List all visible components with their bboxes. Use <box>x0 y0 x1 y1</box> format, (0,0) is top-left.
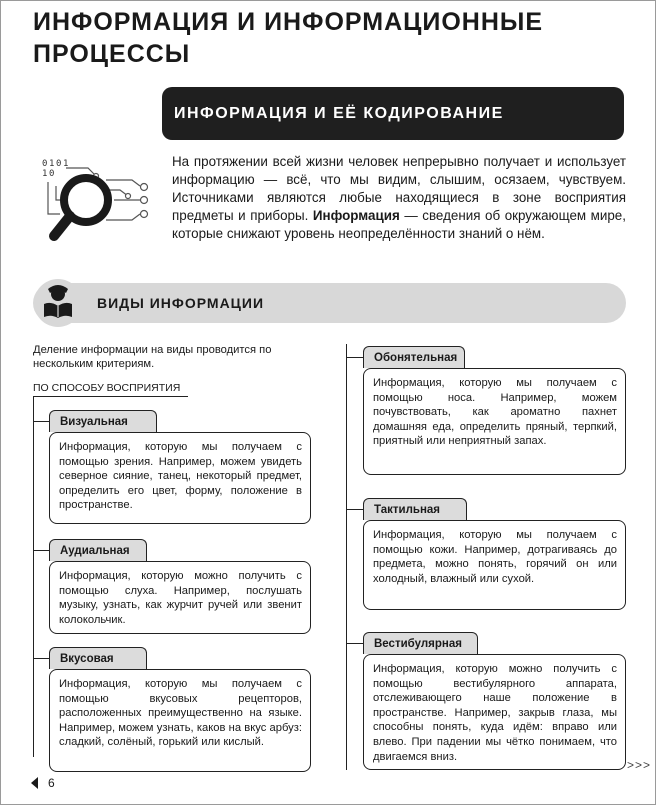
connector <box>346 509 363 510</box>
next-page-mark: >>> <box>627 758 652 772</box>
criterion-label: ПО СПОСОБУ ВОСПРИЯТИЯ <box>33 381 188 397</box>
card-vestibular: Информация, которую можно получить с помощью вестибулярного аппарата, отслеживающего наше положение в пространстве. Например, закрыв глаза, мы способны понять, куда идём: вправо или влево. При падении мы чётко понимаем, что двигаемся вниз. <box>363 654 626 770</box>
connector <box>346 357 363 358</box>
main-title: ИНФОРМАЦИЯ И ИНФОРМАЦИОННЫЕ ПРОЦЕССЫ <box>33 8 544 68</box>
card-visual: Информация, которую мы получаем с помощью зрения. Например, можем увидеть северное сияние, танец, некоторый предмет, определить его цвет, форму, положение в пространстве. <box>49 432 311 524</box>
card-audio: Информация, которую можно получить с помощью слуха. Например, послушать музыку, узнать, как журчит ручей или звенит колокольчик. <box>49 561 311 634</box>
magnifier-circuit-icon <box>36 156 156 256</box>
tab-smell: Обонятельная <box>363 346 465 368</box>
icon-bit: 0 <box>42 159 48 169</box>
tab-taste: Вкусовая <box>49 647 147 669</box>
card-taste: Информация, которую мы получаем с помощью вкусовых рецепторов, расположенных преимущественно на языке. Например, можем узнать, каков на вкус арбуз: сладкий, солёный, горький или кислый. <box>49 669 311 772</box>
connector <box>33 550 49 551</box>
connector <box>346 643 363 644</box>
icon-bit: 0 <box>49 169 55 179</box>
tab-audio: Аудиальная <box>49 539 147 561</box>
connector <box>33 658 49 659</box>
intro-text-part2: — сведения об окружающем мире, которые снижают уровень неопределённости знаний о нём. <box>172 208 626 241</box>
icon-bit: 0 <box>56 159 62 169</box>
section-banner: ИНФОРМАЦИЯ И ЕЁ КОДИРОВАНИЕ <box>162 87 624 140</box>
tab-touch: Тактильная <box>363 498 467 520</box>
intro-text-part1: На протяжении всей жизни человек непрерывно получает и использует информацию — всё, что мы видим, слышим, осязаем, чувствуем. Источниками являются любые находящиеся в зоне восприятия предметы и приборы. <box>172 154 626 223</box>
page-number: 6 <box>48 776 55 790</box>
tab-visual: Визуальная <box>49 410 157 432</box>
tree-line-left <box>33 397 34 757</box>
page-arrow-icon <box>31 777 38 789</box>
lead-text: Деление информации на виды проводится по нескольким критериям. <box>33 344 272 370</box>
tree-line-right <box>346 344 347 770</box>
connector <box>33 421 49 422</box>
icon-bit: 1 <box>49 159 55 169</box>
icon-bit: 1 <box>63 159 69 169</box>
intro-paragraph <box>172 153 626 243</box>
reading-person-icon <box>34 279 82 327</box>
tab-vestibular: Вестибулярная <box>363 632 478 654</box>
types-title: ВИДЫ ИНФОРМАЦИИ <box>97 295 265 311</box>
icon-bit: 1 <box>42 169 48 179</box>
card-smell: Информация, которую мы получаем с помощью носа. Например, можем почувствовать, как ароматно пахнет домашняя еда, определить пряный, терпкий, приятный или неприятный запах. <box>363 368 626 475</box>
intro-term: Информация <box>312 208 400 223</box>
card-touch: Информация, которую мы получаем с помощью кожи. Например, дотрагиваясь до предмета, можно понять, горячий он или холодный, влажный или сухой. <box>363 520 626 610</box>
